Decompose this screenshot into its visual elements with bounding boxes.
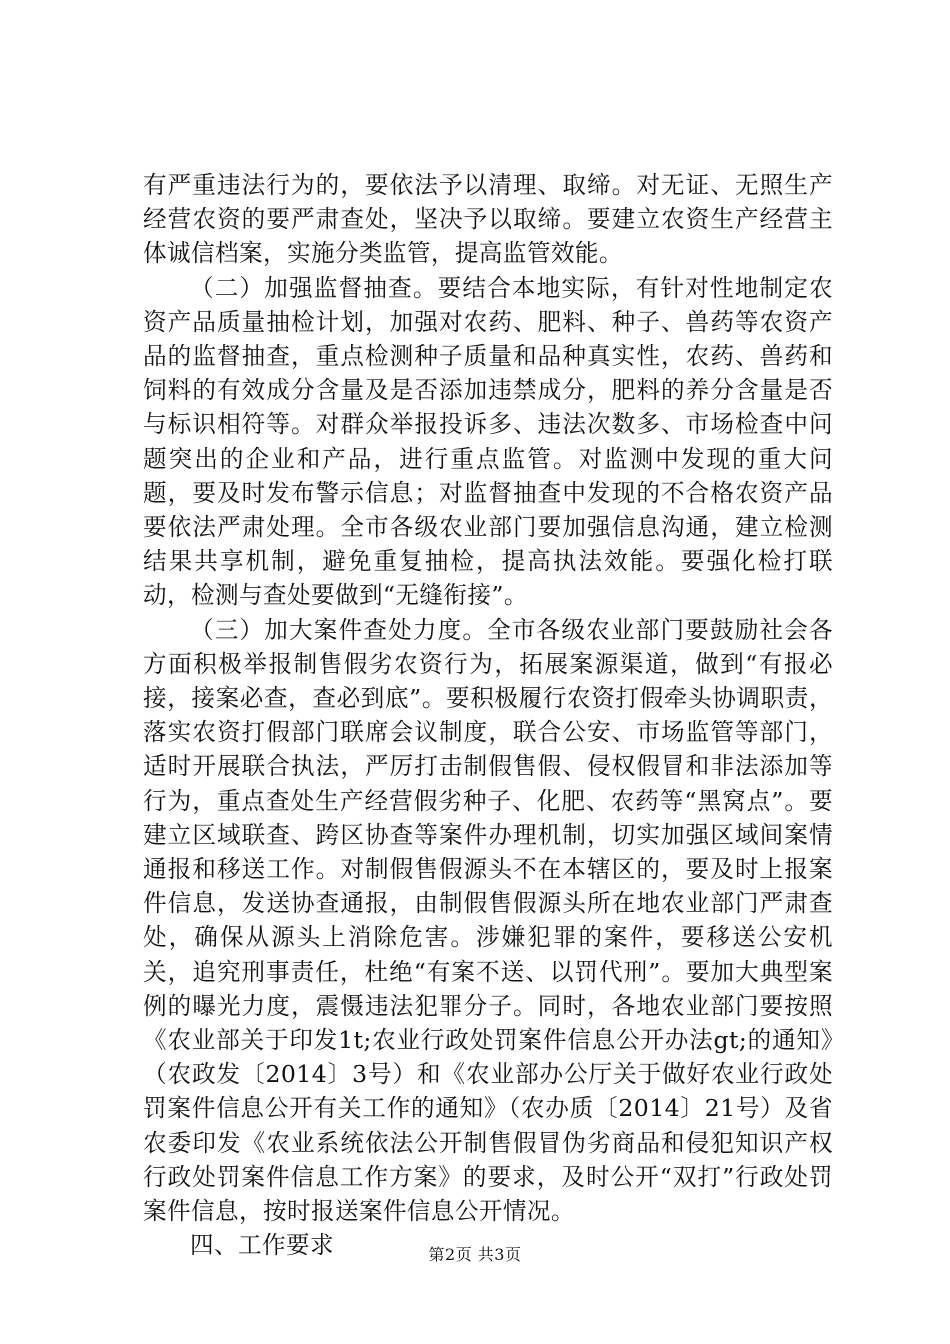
- paragraph-continuation: 有严重违法行为的，要依法予以清理、取缔。对无证、无照生产经营农资的要严肃查处，坚决予以取缔。要建立农资生产经营主体诚信档案，实施分类监管，提高监管效能。: [143, 171, 833, 268]
- section-heading-work-requirements: 四、工作要求: [190, 1231, 334, 1260]
- page-number-footer: 第2页 共3页: [428, 1245, 522, 1264]
- paragraph-supervision-inspection: （二）加强监督抽查。要结合本地实际，有针对性地制定农资产品质量抽检计划，加强对农药、肥料、种子、兽药等农资产品的监督抽查，重点检测种子质量和品种真实性，农药、兽药和饲料的有效成分含量及是否添加违禁成分，肥料的养分含量是否与标识相符等。对群众举报投诉多、违法次数多、市场检查中问题突出的企业和产品，进行重点监管。对监测中发现的重大问题，要及时发布警示信息；对监督抽查中发现的不合格农资产品要依法严肃处理。全市各级农业部门要加强信息沟通，建立检测结果共享机制，避免重复抽检，提高执法效能。要强化检打联动，检测与查处要做到“无缝衔接”。: [143, 273, 833, 610]
- document-body: [143, 168, 833, 1263]
- paragraph-case-investigation: （三）加大案件查处力度。全市各级农业部门要鼓励社会各方面积极举报制售假劣农资行为，拓展案源渠道，做到“有报必接，接案必查，查必到底”。要积极履行农资打假牵头协调职责，落实农资打假部门联席会议制度，联合公安、市场监管等部门，适时开展联合执法，严厉打击制假售假、侵权假冒和非法添加等行为，重点查处生产经营假劣种子、化肥、农药等“黑窝点”。要建立区域联查、跨区协查等案件办理机制，切实加强区域间案情通报和移送工作。对制假售假源头不在本辖区的，要及时上报案件信息，发送协查通报，由制假售假源头所在地农业部门严肃查处，确保从源头上消除危害。涉嫌犯罪的案件，要移送公安机关，追究刑事责任，杜绝“有案不送、以罚代刑”。要加大典型案例的曝光力度，震慑违法犯罪分子。同时，各地农业部门要按照《农业部关于印发1t;农业行政处罚案件信息公开办法gt;的通知》（农政发〔2014〕3号）和《农业部办公厅关于做好农业行政处罚案件信息公开有关工作的通知》（农办质〔2014〕21号）及省农委印发《农业系统依法公开制售假冒伪劣商品和侵犯知识产权行政处罚案件信息工作方案》的要求，及时公开“双打”行政处罚案件信息，按时报送案件信息公开情况。: [143, 615, 833, 1226]
